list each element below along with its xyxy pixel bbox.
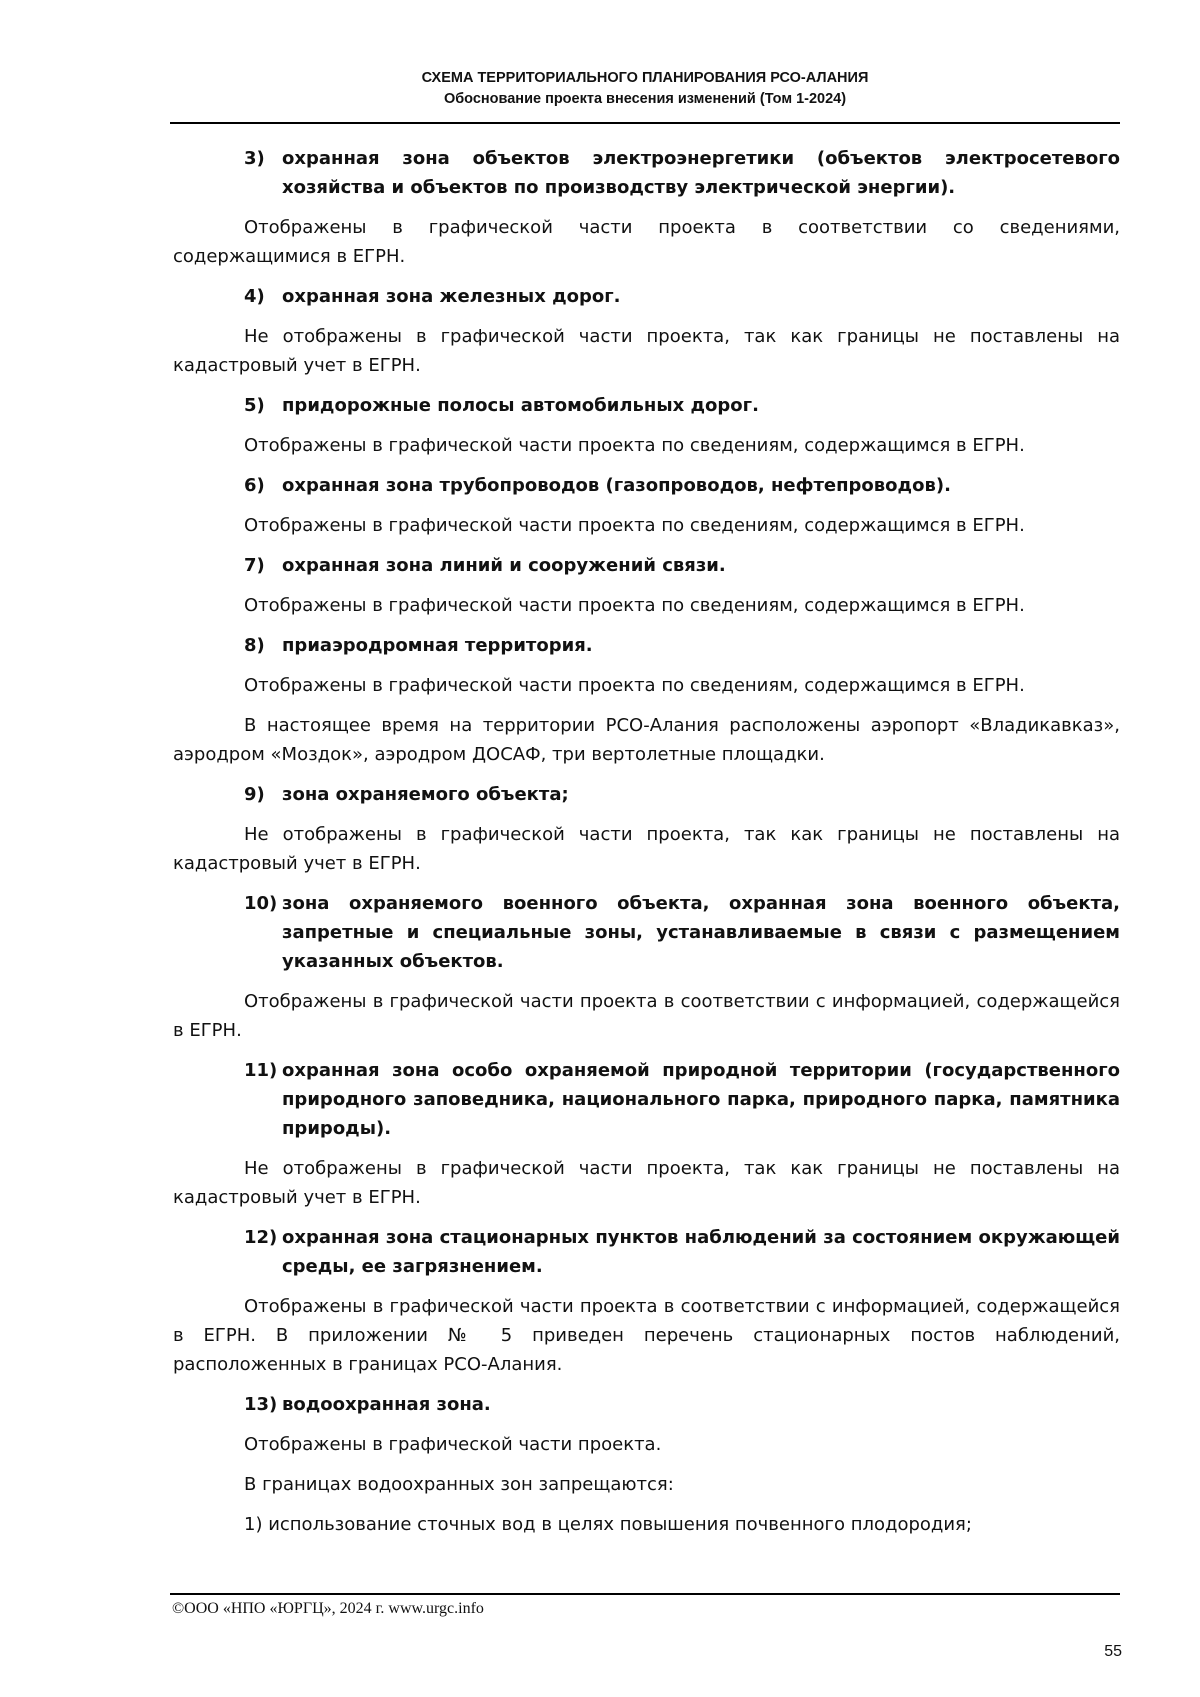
header-subtitle: Обоснование проекта внесения изменений (Том 1-2024) bbox=[443, 91, 847, 107]
heading-text: водоохранная зона. bbox=[282, 1394, 491, 1415]
page-header bbox=[170, 68, 1120, 110]
section-heading bbox=[173, 631, 1120, 660]
section-heading bbox=[173, 391, 1120, 420]
heading-text: приаэродромная территория. bbox=[282, 635, 593, 656]
heading-number: 8) bbox=[244, 635, 265, 656]
heading-text: охранная зона стационарных пунктов наблюдений за состоянием окружающей среды, ее загрязнением. bbox=[282, 1227, 1120, 1277]
heading-text: зона охраняемого объекта; bbox=[282, 784, 569, 805]
section-heading bbox=[173, 144, 1120, 202]
section-heading bbox=[173, 889, 1120, 976]
section-heading bbox=[173, 780, 1120, 809]
section-heading bbox=[173, 1390, 1120, 1419]
heading-number: 4) bbox=[244, 286, 265, 307]
heading-text: охранная зона линий и сооружений связи. bbox=[282, 555, 726, 576]
heading-number: 11) bbox=[244, 1060, 278, 1081]
heading-number: 10) bbox=[244, 893, 278, 914]
document-body bbox=[173, 144, 1120, 1550]
heading-number: 7) bbox=[244, 555, 265, 576]
body-paragraph: Не отображены в графической части проекта, так как границы не поставлены на кадастровый учет в ЕГРН. bbox=[173, 824, 1120, 874]
heading-number: 3) bbox=[244, 148, 265, 169]
body-paragraph: В настоящее время на территории РСО-Алания расположены аэропорт «Владикавказ», аэродром «Моздок», аэродром ДОСАФ, три вертолетные площадки. bbox=[173, 715, 1120, 765]
page-number: 55 bbox=[1104, 1643, 1122, 1660]
header-divider bbox=[170, 122, 1120, 124]
section-heading bbox=[173, 1056, 1120, 1143]
section-heading bbox=[173, 551, 1120, 580]
body-paragraph: Отображены в графической части проекта по сведениям, содержащимся в ЕГРН. bbox=[244, 595, 1025, 616]
body-paragraph: Отображены в графической части проекта в соответствии со сведениями, содержащимися в ЕГРН. bbox=[173, 217, 1120, 267]
body-paragraph: Отображены в графической части проекта по сведениям, содержащимся в ЕГРН. bbox=[244, 675, 1025, 696]
heading-text: охранная зона железных дорог. bbox=[282, 286, 621, 307]
footer-copyright: ©ООО «НПО «ЮРГЦ», 2024 г. www.urgc.info bbox=[172, 1600, 484, 1617]
body-paragraph: Не отображены в графической части проекта, так как границы не поставлены на кадастровый учет в ЕГРН. bbox=[173, 326, 1120, 376]
footer-divider bbox=[170, 1593, 1120, 1595]
section-heading bbox=[173, 1223, 1120, 1281]
section-heading bbox=[173, 471, 1120, 500]
heading-number: 9) bbox=[244, 784, 265, 805]
body-paragraph: Не отображены в графической части проекта, так как границы не поставлены на кадастровый учет в ЕГРН. bbox=[173, 1158, 1120, 1208]
heading-text: охранная зона особо охраняемой природной территории (государственного природного заповедника, национального парка, природного парка, памятника природы). bbox=[282, 1060, 1120, 1139]
heading-number: 5) bbox=[244, 395, 265, 416]
body-paragraph: Отображены в графической части проекта в соответствии с информацией, содержащейся в ЕГРН. bbox=[173, 991, 1120, 1041]
body-paragraph: В границах водоохранных зон запрещаются: bbox=[244, 1474, 674, 1495]
heading-text: охранная зона объектов электроэнергетики (объектов электросетевого хозяйства и объектов по производству электрической энергии). bbox=[282, 148, 1120, 198]
heading-number: 6) bbox=[244, 475, 265, 496]
body-paragraph: Отображены в графической части проекта в соответствии с информацией, содержащейся в ЕГРН. В приложении № 5 приведен перечень стационарных постов наблюдений, расположенных в границах РСО-Алания. bbox=[173, 1296, 1120, 1375]
body-paragraph: Отображены в графической части проекта. bbox=[244, 1434, 662, 1455]
heading-text: придорожные полосы автомобильных дорог. bbox=[282, 395, 759, 416]
heading-text: охранная зона трубопроводов (газопроводов, нефтепроводов). bbox=[282, 475, 951, 496]
body-paragraph: Отображены в графической части проекта по сведениям, содержащимся в ЕГРН. bbox=[244, 435, 1025, 456]
heading-number: 13) bbox=[244, 1394, 278, 1415]
section-heading bbox=[173, 282, 1120, 311]
heading-text: зона охраняемого военного объекта, охранная зона военного объекта, запретные и специальные зоны, устанавливаемые в связи с размещением указанных объектов. bbox=[282, 893, 1120, 972]
heading-number: 12) bbox=[244, 1227, 278, 1248]
body-paragraph: Отображены в графической части проекта по сведениям, содержащимся в ЕГРН. bbox=[244, 515, 1025, 536]
header-title: СХЕМА ТЕРРИТОРИАЛЬНОГО ПЛАНИРОВАНИЯ РСО-АЛАНИЯ bbox=[421, 70, 869, 86]
body-paragraph: 1) использование сточных вод в целях повышения почвенного плодородия; bbox=[244, 1514, 972, 1535]
